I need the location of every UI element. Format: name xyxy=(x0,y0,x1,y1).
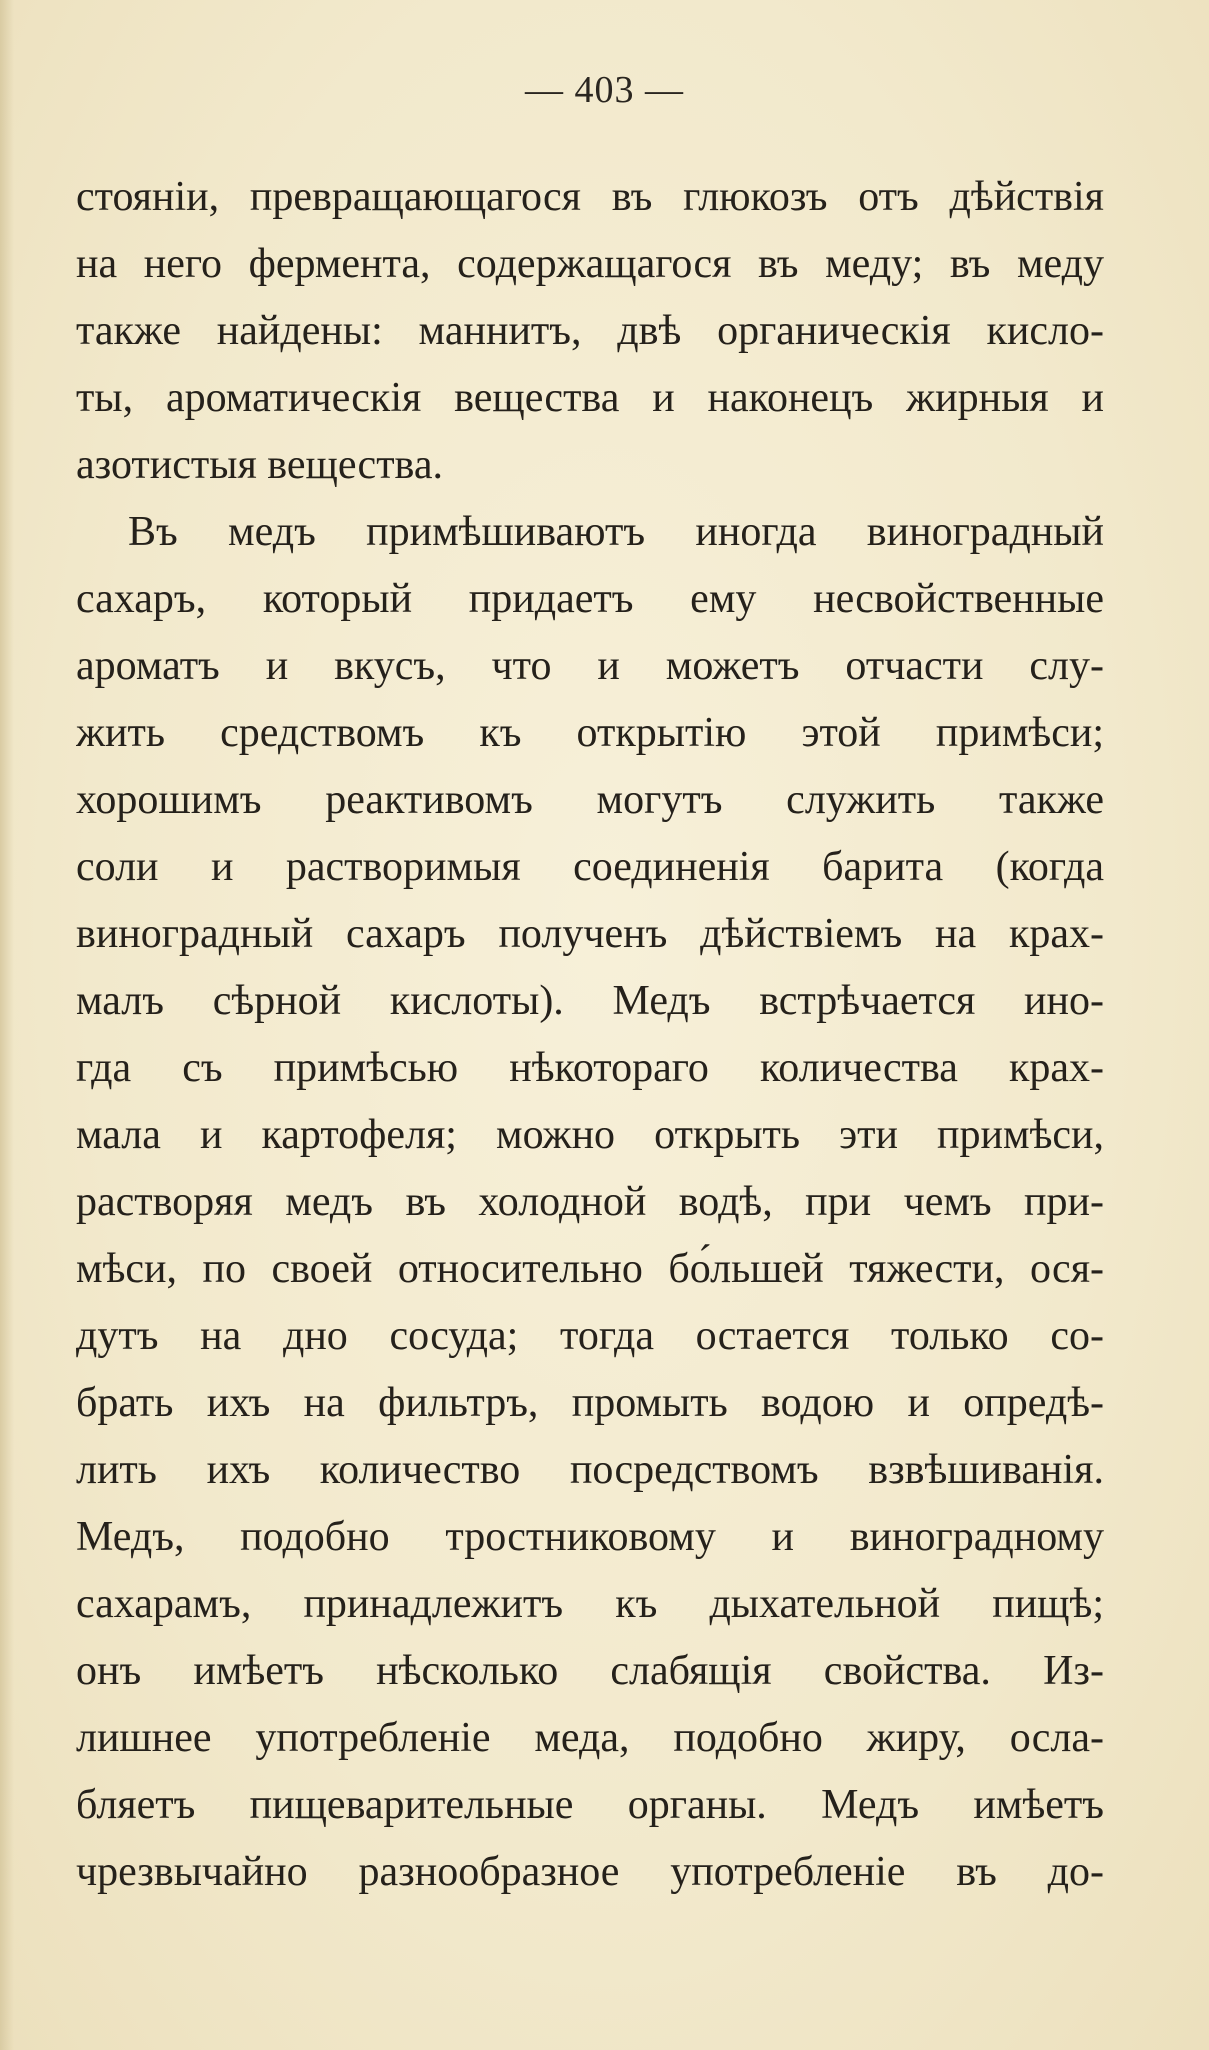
text-line: стоянiи, превращающагося въ глюкозъ отъ дѣйствiя xyxy=(76,174,1104,220)
text-line: также найдены: маннитъ, двѣ органическiя кисло- xyxy=(76,308,1104,354)
page-edge-shadow xyxy=(0,0,14,2050)
text-line: мала и картофеля; можно открыть эти примѣси, xyxy=(76,1112,1104,1158)
text-line: сахарамъ, принадлежитъ къ дыхательной пищѣ; xyxy=(76,1581,1104,1627)
paragraph-start-line: Въ медъ примѣшиваютъ иногда виноградный xyxy=(128,509,1104,555)
text-line: бляетъ пищеварительные органы. Медъ имѣетъ xyxy=(76,1782,1104,1828)
text-line: растворяя медъ въ холодной водѣ, при чемъ при- xyxy=(76,1179,1104,1225)
page-number: — 403 — xyxy=(525,69,684,111)
text-line: малъ сѣрной кислоты). Медъ встрѣчается ино- xyxy=(76,978,1104,1024)
text-line: на него фермента, содержащагося въ меду; въ меду xyxy=(76,241,1104,287)
text-line: соли и растворимыя соединенiя барита (когда xyxy=(76,844,1104,890)
text-line: сахаръ, который придаетъ ему несвойственные xyxy=(76,576,1104,622)
text-line: лить ихъ количество посредствомъ взвѣшиванiя. xyxy=(76,1447,1104,1493)
text-line: лишнее употребленiе меда, подобно жиру, осла- xyxy=(76,1715,1104,1761)
body-text xyxy=(76,164,1104,1906)
text-line: онъ имѣетъ нѣсколько слабящiя свойства. Из- xyxy=(76,1648,1104,1694)
text-line: чрезвычайно разнообразное употребленiе въ до- xyxy=(76,1849,1104,1895)
text-line: брать ихъ на фильтръ, промыть водою и опредѣ- xyxy=(76,1380,1104,1426)
text-line: дутъ на дно сосуда; тогда остается только со- xyxy=(76,1313,1104,1359)
text-line: виноградный сахаръ полученъ дѣйствiемъ на крах- xyxy=(76,911,1104,957)
text-line: жить средствомъ къ открытiю этой примѣси; xyxy=(76,710,1104,756)
text-line: гда съ примѣсью нѣкотораго количества крах- xyxy=(76,1045,1104,1091)
text-line: хорошимъ реактивомъ могутъ служить также xyxy=(76,777,1104,823)
text-line: мѣси, по своей относительно бо́льшей тяжести, ося- xyxy=(76,1246,1104,1292)
text-line: ты, ароматическiя вещества и наконецъ жирныя и xyxy=(76,375,1104,421)
text-line: азотистыя вещества. xyxy=(76,442,443,488)
text-line: Медъ, подобно тростниковому и виноградному xyxy=(76,1514,1104,1560)
text-line: ароматъ и вкусъ, что и можетъ отчасти слу- xyxy=(76,643,1104,689)
